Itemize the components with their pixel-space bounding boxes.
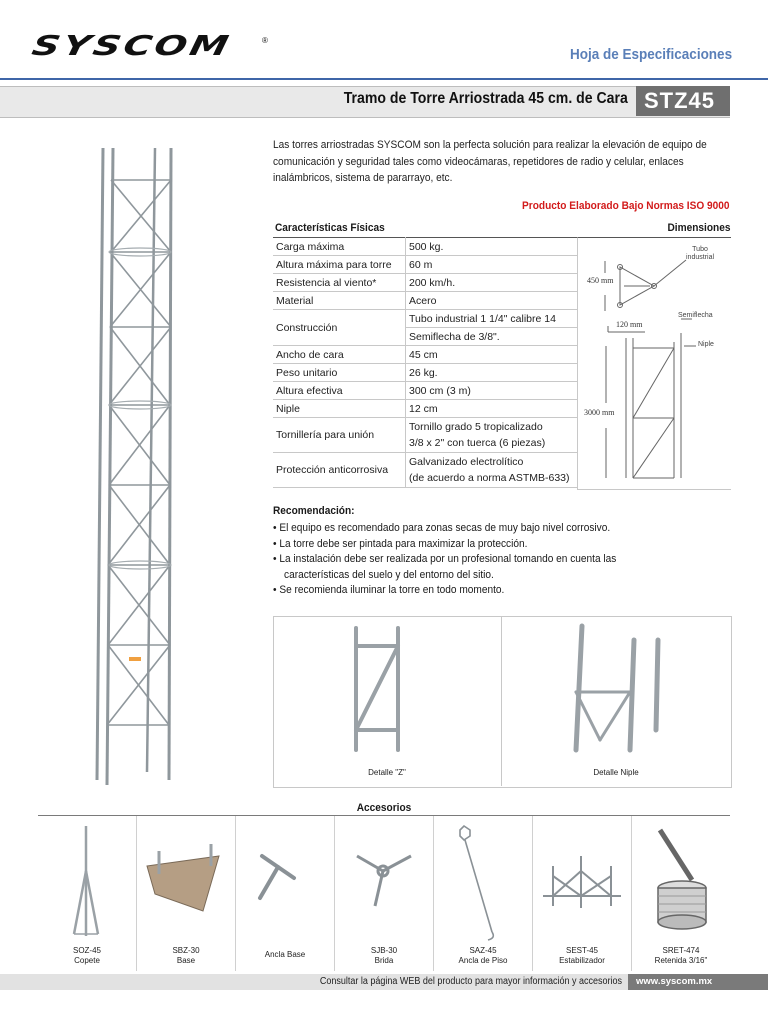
dim-label-3000: 3000 mm <box>584 408 615 417</box>
spec-value: 200 km/h. <box>406 274 578 292</box>
accessory-caption <box>434 946 532 966</box>
footer-text: Consultar la página WEB del producto para mayor información y accesorios <box>319 976 622 987</box>
spec-value: Acero <box>406 292 578 310</box>
accessory-item-brida <box>335 816 433 971</box>
spec-key: Altura efectiva <box>273 382 406 400</box>
accessory-caption <box>335 946 433 966</box>
recommendation-title: Recomendación: <box>273 505 355 517</box>
spec-key: Peso unitario <box>273 364 406 382</box>
table-row <box>273 364 577 382</box>
doc-type: Hoja de Especificaciones <box>569 46 732 63</box>
spec-value: 60 m <box>406 256 578 274</box>
list-item: • La instalación debe ser realizada por un profesional tomando en cuenta las características del suelo y del entorno del sitio. <box>273 553 617 581</box>
spec-value-line: Galvanizado electrolítico <box>409 456 524 468</box>
accessory-item-estabilizador <box>533 816 631 971</box>
accessory-code: SBZ-30 <box>172 946 200 955</box>
list-item: • Se recomienda iluminar la torre en todo momento. <box>273 584 505 596</box>
registered-mark: ® <box>262 36 268 45</box>
accessory-item-ancla-piso <box>434 816 532 971</box>
spec-key: Tornillería para unión <box>273 418 406 453</box>
accessory-name: Ancla de Piso <box>458 956 508 965</box>
list-item-text: El equipo es recomendado para zonas secas de muy bajo nivel corrosivo. <box>279 522 611 534</box>
accessory-item-copete <box>38 816 136 971</box>
model-badge: STZ45 <box>636 86 730 116</box>
dim-label-niple: Niple <box>698 341 714 348</box>
accessory-caption <box>38 946 136 966</box>
table-row <box>273 418 577 453</box>
accessory-code: SOZ-45 <box>72 946 101 955</box>
dim-text: Tubo <box>692 246 708 253</box>
accessory-item-retenida <box>632 816 730 971</box>
spec-value: Tubo industrial 1 1/4" calibre 14 <box>406 310 578 328</box>
spec-value: 500 kg. <box>406 238 578 256</box>
copete-icon <box>38 816 136 941</box>
detail-niple-caption: Detalle Niple <box>593 768 639 777</box>
accessory-caption <box>632 946 730 966</box>
list-item: • La torre debe ser pintada para maximizar la protección. <box>273 537 528 550</box>
recommendation-list <box>273 521 659 599</box>
accessory-name: Base <box>176 956 196 965</box>
spec-value: 300 cm (3 m) <box>406 382 578 400</box>
accessory-name: Estabilizador <box>559 956 605 965</box>
intro-paragraph: Las torres arriostradas SYSCOM son la perfecta solución para realizar la elevación de equipo de comunicación y seguridad tales como videocámaras, repetidores de radio y celular, enlaces inalámbricos, sistema de pararrayo, etc. <box>273 139 707 184</box>
stabilizer-icon <box>533 816 631 941</box>
spec-value <box>406 418 578 453</box>
spec-key: Altura máxima para torre <box>273 256 406 274</box>
spec-key: Carga máxima <box>273 238 406 256</box>
accessories-title: Accesorios <box>356 802 412 814</box>
spec-value: Semiflecha de 3/8". <box>406 328 578 346</box>
accessory-code: SRET-474 <box>662 946 700 955</box>
table-row <box>273 453 577 488</box>
brand-logo: SYSCOM <box>29 30 235 62</box>
table-row <box>273 310 577 328</box>
footer-url-link[interactable]: www.syscom.mx <box>628 974 768 990</box>
list-item-text: La instalación debe ser realizada por un profesional tomando en cuenta las características del suelo y del entorno del sitio. <box>279 553 617 581</box>
table-row <box>273 400 577 418</box>
accessory-code: SEST-45 <box>565 946 598 955</box>
dim-text: industrial <box>686 254 715 261</box>
specs-table <box>273 237 577 488</box>
spec-value: 26 kg. <box>406 364 578 382</box>
accessory-name: Brida <box>374 956 394 965</box>
table-row <box>273 382 577 400</box>
spec-key: Construcción <box>273 310 406 346</box>
table-row <box>273 256 577 274</box>
spec-value-line: Tornillo grado 5 tropicalizado <box>409 421 543 433</box>
spec-value <box>406 453 578 488</box>
list-item: • El equipo es recomendado para zonas secas de muy bajo nivel corrosivo. <box>273 522 611 534</box>
dimensions-heading: Dimensiones <box>667 222 730 234</box>
accessory-caption <box>533 946 631 966</box>
table-row <box>273 238 577 256</box>
specs-heading: Características Físicas <box>275 222 385 234</box>
header-rule <box>0 78 768 80</box>
accessory-name: Ancla Base <box>264 950 306 959</box>
tower-section-illustration <box>85 140 195 800</box>
accessory-name: Retenida 3/16" <box>654 956 708 965</box>
dimensions-diagram <box>577 237 731 490</box>
iso-note: Producto Elaborado Bajo Normas ISO 9000 <box>522 200 730 212</box>
spec-key: Protección anticorrosiva <box>273 453 406 488</box>
page-title: Tramo de Torre Arriostrada 45 cm. de Cara <box>343 90 628 107</box>
dim-label-semiflecha: Semiflecha <box>678 312 713 319</box>
table-row <box>273 274 577 292</box>
accessory-item-ancla-base <box>236 816 334 971</box>
accessory-code: SJB-30 <box>370 946 398 955</box>
cable-reel-icon <box>632 816 730 941</box>
spec-value: 12 cm <box>406 400 578 418</box>
detail-z-illustration <box>340 620 440 760</box>
details-divider <box>501 616 502 786</box>
list-item-text: Se recomienda iluminar la torre en todo momento. <box>279 584 505 596</box>
base-plate-icon <box>137 816 235 941</box>
table-row <box>273 346 577 364</box>
accessory-code: SAZ-45 <box>469 946 497 955</box>
flange-icon <box>335 816 433 941</box>
anchor-icon <box>236 816 334 941</box>
spec-key: Material <box>273 292 406 310</box>
floor-anchor-icon <box>434 816 532 941</box>
spec-value: 45 cm <box>406 346 578 364</box>
list-item-text: La torre debe ser pintada para maximizar la protección. <box>279 537 528 550</box>
spec-key: Niple <box>273 400 406 418</box>
table-row <box>273 292 577 310</box>
spec-key: Resistencia al viento* <box>273 274 406 292</box>
spec-value-line: 3/8 x 2" con tuerca (6 piezas) <box>409 437 546 449</box>
accessory-item-base <box>137 816 235 971</box>
accessory-name: Copete <box>74 956 100 965</box>
accessory-caption <box>236 950 334 960</box>
dim-label-120: 120 mm <box>616 320 643 329</box>
dim-label-tubo <box>686 246 714 262</box>
dim-label-450: 450 mm <box>587 276 614 285</box>
spec-value-line: (de acuerdo a norma ASTMB-633) <box>409 472 570 484</box>
detail-niple-illustration <box>560 620 670 760</box>
accessory-caption <box>137 946 235 966</box>
spec-key: Ancho de cara <box>273 346 406 364</box>
detail-z-caption: Detalle "Z" <box>368 768 406 777</box>
